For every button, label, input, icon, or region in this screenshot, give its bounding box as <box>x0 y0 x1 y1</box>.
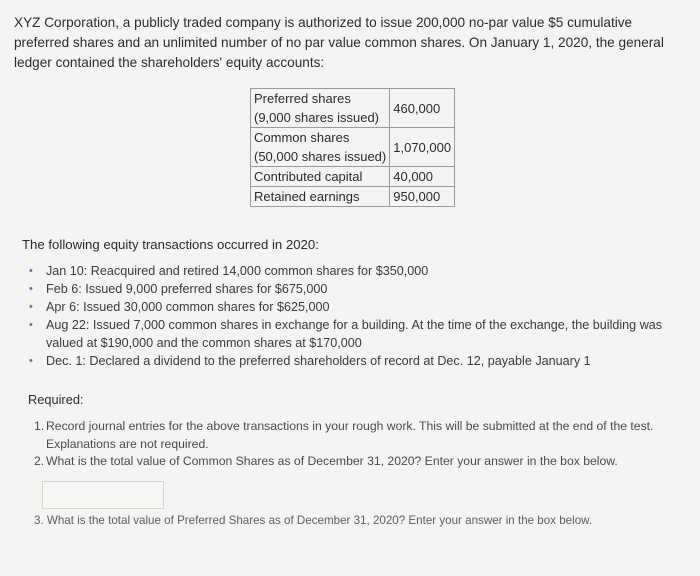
transaction-text: Apr 6: Issued 30,000 common shares for $625,000 <box>46 300 330 314</box>
bullet-icon: • <box>29 265 33 277</box>
requirement-3-text: 3. What is the total value of Preferred Shares as of December 31, 2020? Enter your answer in the box below. <box>34 514 593 527</box>
bullet-icon: • <box>29 301 33 313</box>
account-value: 40,000 <box>390 167 455 187</box>
account-name-cell <box>251 187 390 207</box>
account-name: Contributed capital <box>254 169 363 184</box>
transaction-text: Jan 10: Reacquired and retired 14,000 common shares for $350,000 <box>46 264 429 278</box>
account-name: Common shares <box>254 130 350 145</box>
transaction-text: Aug 22: Issued 7,000 common shares in exchange for a building. At the time of the exchange, the building was valued at $190,000 and the common shares at $170,000 <box>46 318 663 350</box>
list-item <box>29 299 679 317</box>
problem-intro: XYZ Corporation, a publicly traded company is authorized to issue 200,000 no-par value $5 cumulative preferred shares and an unlimited number of no par value common shares. On January 1, 2020, the general ledger contained the shareholders' equity accounts: <box>14 15 664 70</box>
account-shares-issued: (9,000 shares issued) <box>254 110 380 125</box>
bullet-icon: • <box>29 319 33 331</box>
table-row <box>251 187 455 207</box>
requirement-text: What is the total value of Common Shares as of December 31, 2020? Enter your answer in the box below. <box>46 454 618 468</box>
account-shares-issued: (50,000 shares issued) <box>254 149 387 164</box>
requirements-list <box>34 418 684 471</box>
common-shares-answer-input[interactable] <box>42 481 164 509</box>
table-row <box>251 89 455 128</box>
requirement-text: Record journal entries for the above transactions in your rough work. This will be submitted at the end of the test. Explanations are not required. <box>46 419 654 451</box>
transaction-text: Dec. 1: Declared a dividend to the preferred shareholders of record at Dec. 12, payable January 1 <box>46 353 591 368</box>
table-row <box>251 167 455 187</box>
transactions-heading: The following equity transactions occurred in 2020: <box>22 237 319 252</box>
bullet-icon: • <box>29 283 33 295</box>
list-item <box>29 317 679 352</box>
account-name-cell <box>251 167 390 187</box>
requirement-item <box>34 418 684 453</box>
transaction-text: Feb 6: Issued 9,000 preferred shares for $675,000 <box>46 282 328 296</box>
bullet-icon: • <box>29 354 33 367</box>
equity-accounts-table <box>250 88 455 207</box>
list-item <box>29 281 679 299</box>
requirement-number: 1. <box>34 419 45 433</box>
account-name: Retained earnings <box>254 189 360 204</box>
account-value: 1,070,000 <box>390 128 455 167</box>
account-value: 950,000 <box>390 187 455 207</box>
table-row <box>251 128 455 167</box>
account-value: 460,000 <box>390 89 455 128</box>
required-heading: Required: <box>28 392 84 407</box>
account-name-cell <box>251 89 390 128</box>
requirement-number: 2. <box>34 454 45 468</box>
list-item <box>29 263 679 281</box>
account-name-cell <box>251 128 390 167</box>
requirement-item <box>34 453 684 471</box>
transactions-list <box>29 263 679 371</box>
account-name: Preferred shares <box>254 91 351 106</box>
list-item <box>29 353 679 371</box>
